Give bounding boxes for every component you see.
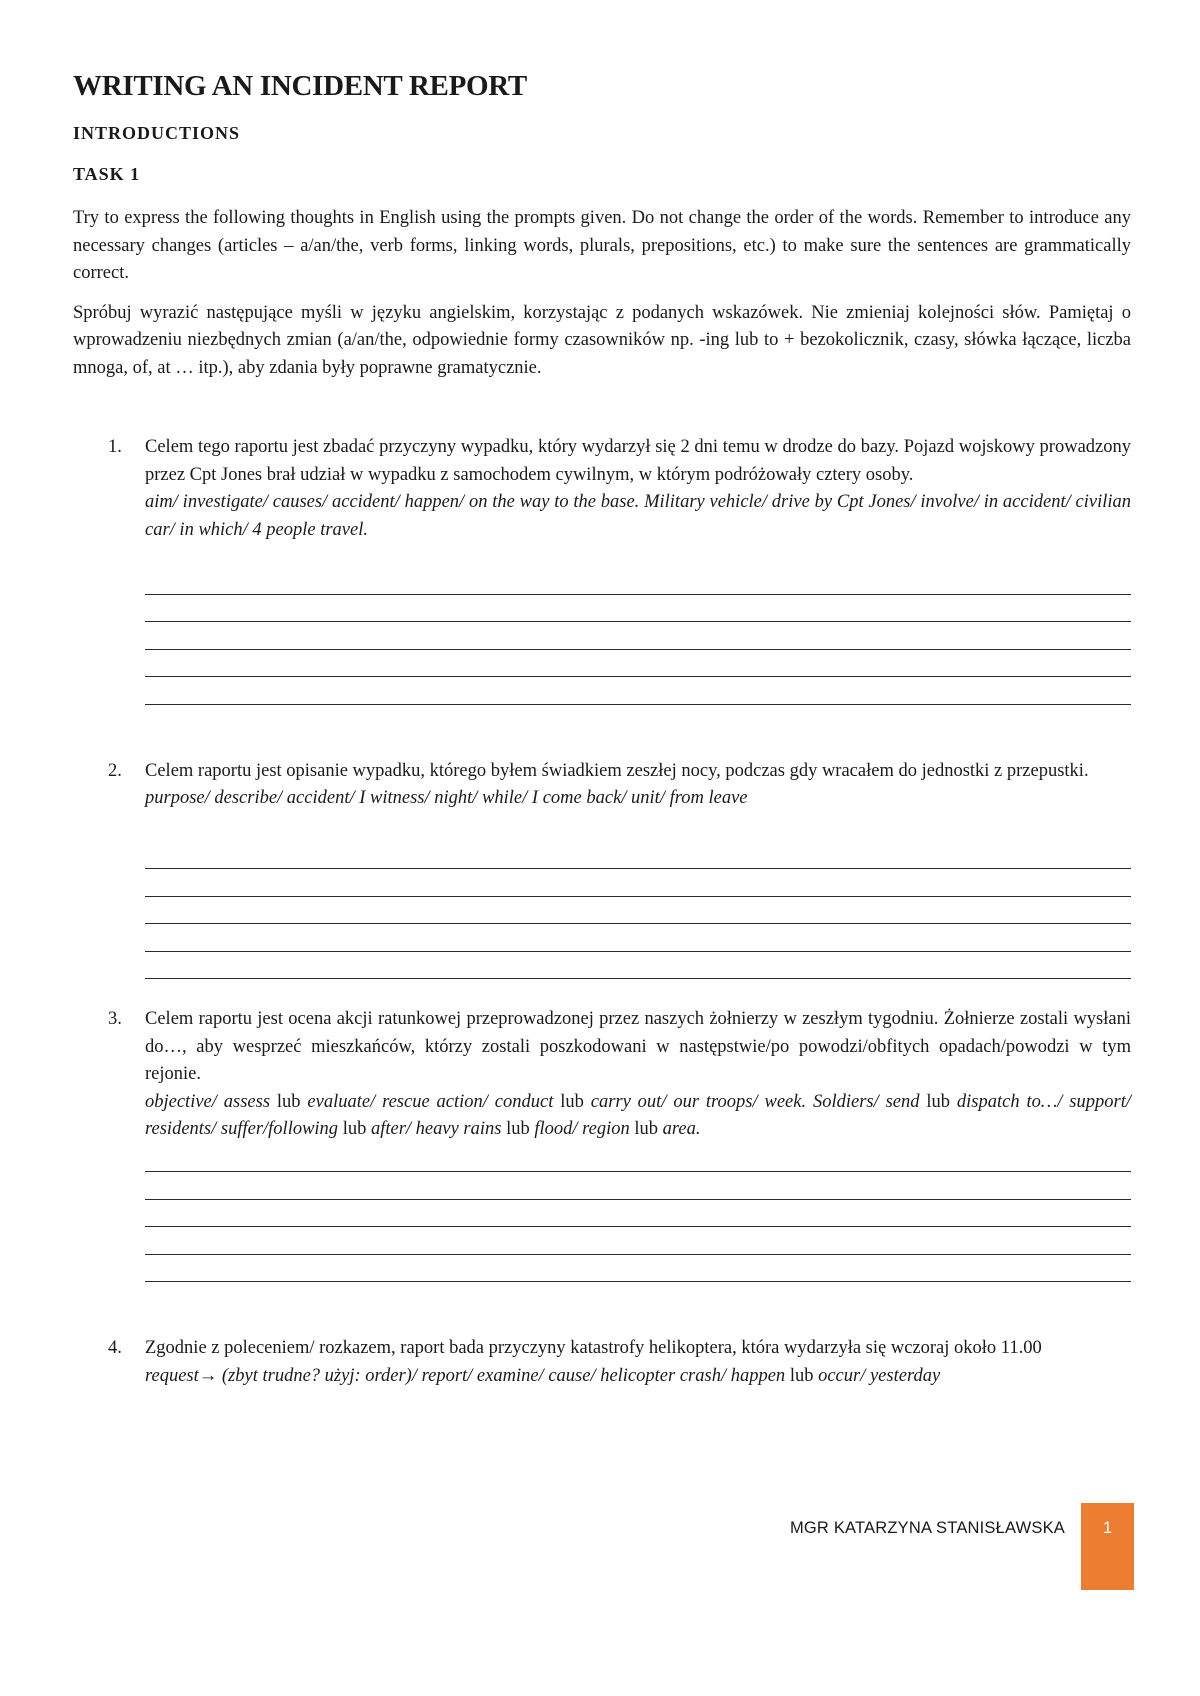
task-number: 1. [108, 437, 122, 457]
task-item-1 [73, 434, 1131, 705]
task-heading: TASK 1 [73, 164, 141, 184]
footer-author: MGR KATARZYNA STANISŁAWSKA [789, 1519, 1065, 1537]
answer-lines [145, 1145, 1131, 1283]
task-number: 3. [108, 1009, 122, 1029]
answer-line[interactable] [145, 1255, 1131, 1283]
task-sentence-polish: Celem raportu jest ocena akcji ratunkowej przeprowadzonej przez naszych żołnierzy w zeszłym tygodniu. Żołnierze zostali wysłani do…, aby wesprzeć mieszkańców, którzy zostali poszkodowani w następstwie/po powodzi/obfitych opadach/powodzi w tym rejonie. [145, 1009, 1131, 1084]
answer-line[interactable] [145, 1200, 1131, 1228]
task-item-2 [73, 758, 1131, 980]
hint-prompt-text: purpose/ describe/ accident/ I witness/ night/ while/ I come back/ unit/ from leave [145, 788, 748, 808]
answer-lines [145, 567, 1131, 705]
instructions-english: Try to express the following thoughts in English using the prompts given. Do not change the order of the words. Remember to introduce any necessary changes (articles – a/an/the, verb forms, linking words, plurals, prepositions, etc.) to make sure the sentences are grammatically correct. [73, 208, 1131, 283]
hint-prompt-text: occur/ yesterday [818, 1365, 941, 1386]
answer-line[interactable] [145, 869, 1131, 897]
answer-line[interactable] [145, 952, 1131, 980]
hint-connector-text: lub [919, 1091, 957, 1112]
hint-prompt-text: after/ heavy rains [370, 1119, 502, 1139]
task-prompt-hint [145, 785, 1131, 813]
hint-connector-text: lub [501, 1119, 535, 1139]
hint-prompt-text: objective/ assess [145, 1091, 271, 1112]
hint-prompt-text: area. [662, 1119, 701, 1139]
task-item-4 [73, 1335, 1131, 1390]
footer-page-number: 1 [1081, 1503, 1134, 1590]
hint-prompt-text: evaluate/ rescue action/ conduct [307, 1091, 554, 1112]
answer-line[interactable] [145, 1145, 1131, 1173]
answer-line[interactable] [145, 567, 1131, 595]
answer-line[interactable] [145, 897, 1131, 925]
task-prompt-hint [145, 489, 1131, 544]
hint-prompt-text: carry out/ our troops/ week. Soldiers/ send [590, 1091, 920, 1112]
answer-line[interactable] [145, 622, 1131, 650]
hint-prompt-text: flood/ region [534, 1119, 630, 1139]
task-number: 2. [108, 760, 122, 781]
answer-line[interactable] [145, 677, 1131, 705]
task-item-3 [73, 1006, 1131, 1282]
hint-connector-text: lub [270, 1091, 308, 1112]
answer-line[interactable] [145, 1172, 1131, 1200]
hint-connector-text: lub [785, 1365, 819, 1386]
hint-prompt-text: dispatch to…/ support/ residents/ suffer/following [145, 1091, 1131, 1139]
hint-connector-text: lub [338, 1119, 371, 1139]
hint-prompt-text: aim/ investigate/ causes/ accident/ happen/ on the way to the base. Military vehicle/ drive by Cpt Jones/ involve/ in accident/ civilian car/ in which/ 4 people travel. [145, 492, 1131, 540]
answer-line[interactable] [145, 924, 1131, 952]
hint-prompt-text: request→ (zbyt trudne? użyj: order)/ report/ examine/ cause/ helicopter crash/ happen [145, 1365, 786, 1386]
task-prompt-hint [145, 1089, 1131, 1144]
answer-lines [145, 842, 1131, 980]
instructions-polish: Spróbuj wyrazić następujące myśli w języku angielskim, korzystając z podanych wskazówek. Nie zmieniaj kolejności słów. Pamiętaj o wprowadzeniu niezbędnych zmian (a/an/the, odpowiednie formy czasowników np. -ing lub to + bezokolicznik, czasy, słówka łączące, liczba mnoga, of, at … itp.), aby zdania były poprawne gramatycznie. [73, 302, 1131, 378]
task-prompt-hint [145, 1363, 1131, 1391]
hint-connector-text: lub [629, 1119, 663, 1139]
task-list [73, 434, 1131, 1390]
hint-connector-text: lub [553, 1091, 591, 1112]
task-number: 4. [108, 1338, 122, 1358]
answer-line[interactable] [145, 1227, 1131, 1255]
task-sentence-polish: Zgodnie z poleceniem/ rozkazem, raport bada przyczyny katastrofy helikoptera, która wydarzyła się wczoraj około 11.00 [145, 1338, 1042, 1358]
answer-line[interactable] [145, 842, 1131, 870]
document-page [73, 70, 1131, 1390]
page-title: WRITING AN INCIDENT REPORT [73, 70, 527, 102]
task-sentence-polish: Celem tego raportu jest zbadać przyczyny wypadku, który wydarzył się 2 dni temu w drodze do bazy. Pojazd wojskowy prowadzony przez Cpt Jones brał udział w wypadku z samochodem cywilnym, w którym podróżowały cztery osoby. [145, 437, 1131, 485]
task-sentence-polish: Celem raportu jest opisanie wypadku, którego byłem świadkiem zeszłej nocy, podczas gdy wracałem do jednostki z przepustki. [145, 760, 1089, 781]
section-heading: INTRODUCTIONS [73, 123, 241, 143]
answer-line[interactable] [145, 650, 1131, 678]
answer-line[interactable] [145, 595, 1131, 623]
